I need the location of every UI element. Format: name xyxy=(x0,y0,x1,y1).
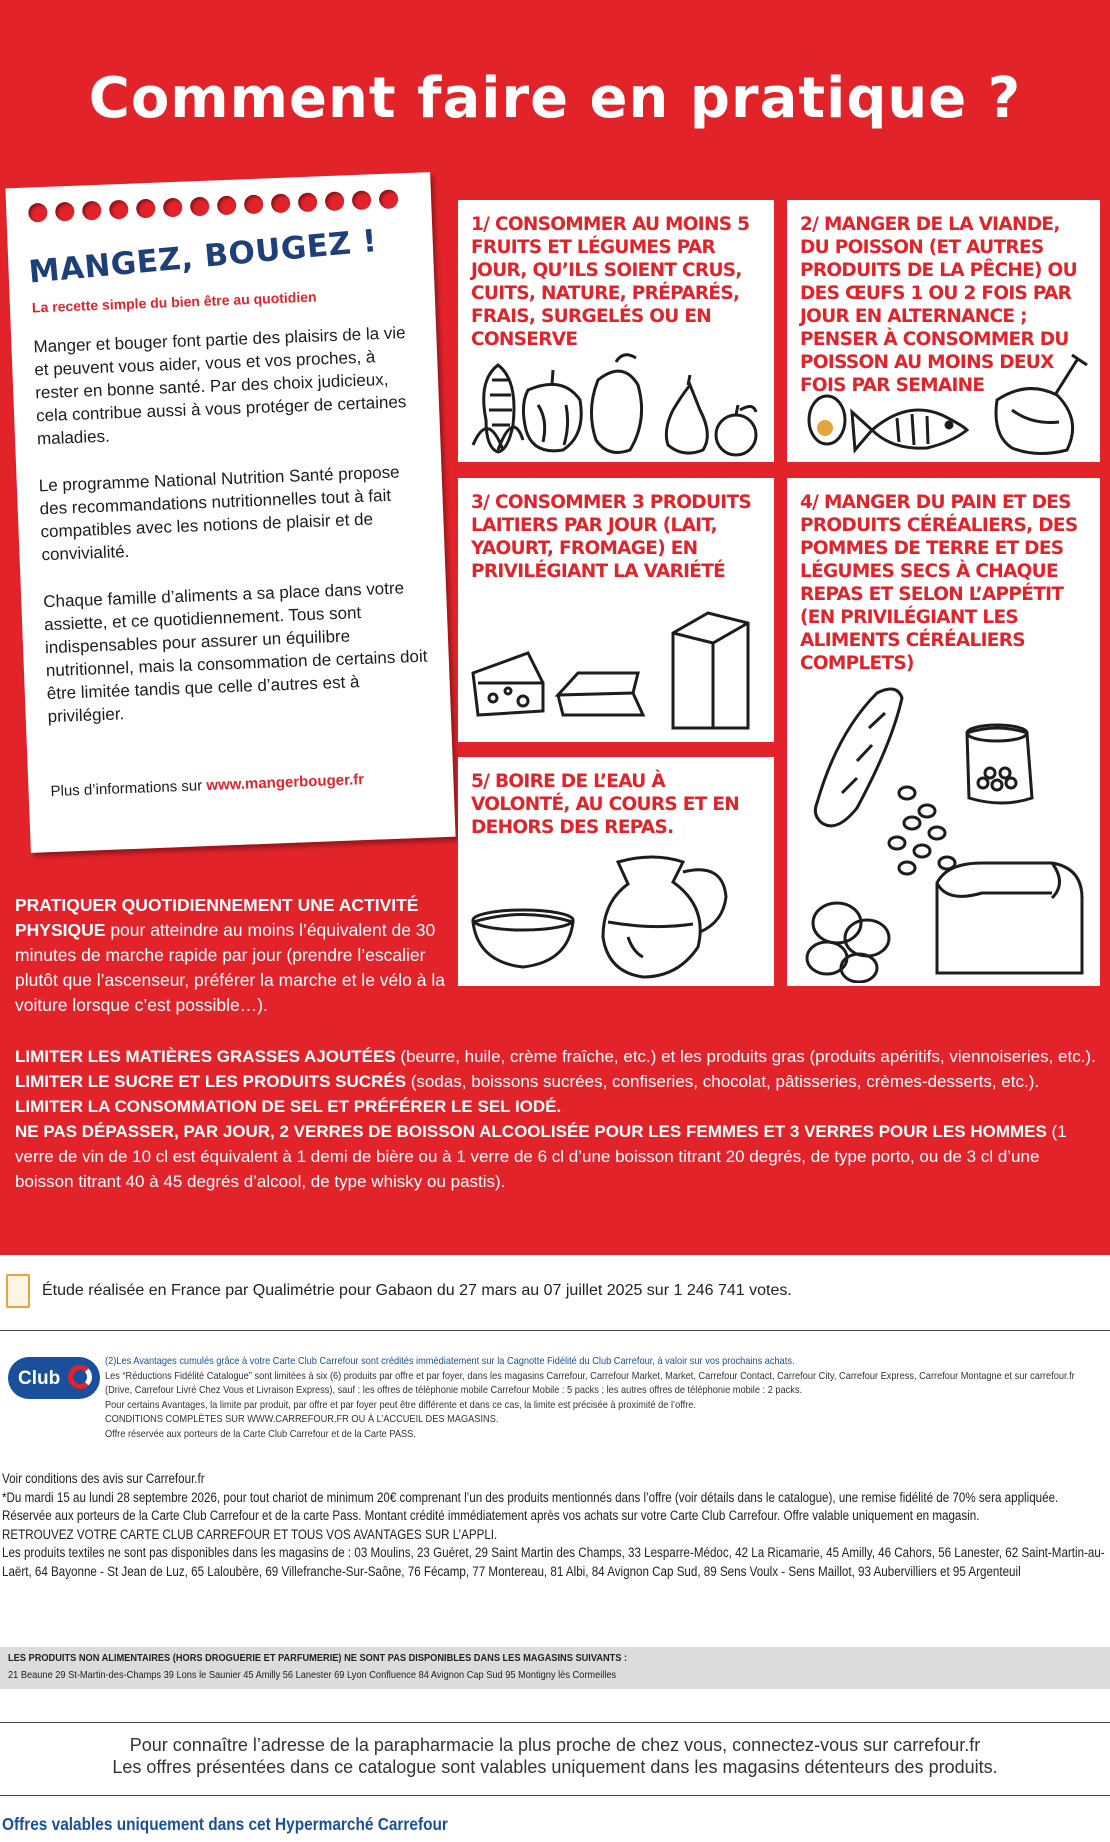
para-line-2: Les offres présentées dans ce catalogue sont valables uniquement dans les magasins détenteurs des produits. xyxy=(112,1757,998,1777)
bread-cereals-potatoes-icon xyxy=(797,683,1092,983)
legal-line-3: RETROUVEZ VOTRE CARTE CLUB CARREFOUR ET TOUS VOS AVANTAGES SUR L’APPLI. xyxy=(2,1526,498,1542)
limit-salt xyxy=(15,1094,1100,1119)
mangerbouger-link[interactable]: www.mangerbouger.fr xyxy=(206,771,365,795)
tip-4-text: 4/ MANGER DU PAIN ET DES PRODUITS CÉRÉALIERS, DES POMMES DE TERRE ET DES LÉGUMES SECS À CHAQUE REPAS ET SELON L’APPÉTIT (EN PRIVILÉGIANT LES ALIMENTS CÉRÉALIERS COMPLETS) xyxy=(800,492,1078,674)
note-more-info xyxy=(50,765,436,803)
clipboard-icon xyxy=(6,1274,30,1308)
para-line-1: Pour connaître l’adresse de la parapharmacie la plus proche de chez vous, connectez-vous sur carrefour.fr xyxy=(129,1735,981,1755)
limit-alcohol-bold: NE PAS DÉPASSER, PAR JOUR, 2 VERRES DE BOISSON ALCOOLISÉE POUR LES FEMMES ET 3 VERRES POUR LES HOMMES xyxy=(15,1122,1047,1141)
divider xyxy=(0,1795,1110,1796)
survey-notice xyxy=(0,1272,1110,1316)
note-paragraph-2: Le programme National Nutrition Santé propose des recommandations nutritionnelles tout à fait compatibles avec les notions de plaisir et de convivialité. xyxy=(38,462,400,565)
note-paragraph-1: Manger et bouger font partie des plaisirs de la vie et peuvent vous aider, vous et vos proches, à rester en bonne santé. Par des choix judicieux, cela contribue aussi à vous protéger de certaines maladies. xyxy=(33,323,407,449)
club-logo-text: Club xyxy=(18,1368,61,1389)
advice-text: pour atteindre au moins l’équivalent de 30 minutes de marche rapide par jour (prendre l’escalier plutôt que l’ascenseur, préférer la marche et le vélo à la voiture lorsque c’est possible…). xyxy=(15,920,445,1015)
advice-bold: PRATIQUER QUOTIDIENNEMENT UNE ACTIVITÉ PHYSIQUE xyxy=(15,895,419,940)
legal-line-1: Voir conditions des avis sur Carrefour.fr xyxy=(2,1471,205,1486)
notepad-card xyxy=(5,172,455,853)
note-title: MANGEZ, BOUGEZ ! xyxy=(27,223,379,291)
note-subtitle: La recette simple du bien être au quotidien xyxy=(31,288,317,316)
club-line-1: (2)Les Avantages cumulés grâce à votre Carte Club Carrefour sont crédités immédiatement sur la Cagnotte Fidélité du Club Carrefour, à valoir sur vos prochains achats. xyxy=(105,1355,795,1367)
tip-box-dairy xyxy=(458,478,774,742)
spiral-holes xyxy=(28,189,409,226)
physical-activity-advice xyxy=(15,893,455,1018)
tip-box-water xyxy=(458,757,774,986)
tip-3-text: 3/ CONSOMMER 3 PRODUITS LAITIERS PAR JOUR (LAIT, YAOURT, FROMAGE) EN PRIVILÉGIANT LA VARIÉTÉ xyxy=(471,492,751,582)
limit-salt-bold: LIMITER LA CONSOMMATION DE SEL ET PRÉFÉRER LE SEL IODÉ. xyxy=(15,1097,562,1116)
tip-box-meat-fish-eggs xyxy=(787,200,1100,462)
non-food-title: LES PRODUITS NON ALIMENTAIRES (HORS DROGUERIE ET PARFUMERIE) NE SONT PAS DISPONIBLES DANS LES MAGASINS SUIVANTS : xyxy=(8,1652,628,1664)
tip-2-text: 2/ MANGER DE LA VIANDE, DU POISSON (ET AUTRES PRODUITS DE LA PÊCHE) OU DES ŒUFS 1 OU 2 FOIS PAR JOUR EN ALTERNANCE ; PENSER À CONSOMMER DU POISSON AU MOINS DEUX FOIS PAR SEMAINE xyxy=(800,214,1077,396)
limit-sugar-bold: LIMITER LE SUCRE ET LES PRODUITS SUCRÉS xyxy=(15,1072,407,1091)
club-conditions xyxy=(105,1354,1104,1442)
club-line-2: Les “Réductions Fidélité Catalogue” sont limitées à six (6) produits par offre et par foyer, dans les magasins Carrefour, Carrefour Market, Market, Carrefour Contact, Carrefour City, Carrefour Express, Carrefour Montagne et sur carrefour.fr (Drive, Carrefour Livré Chez Vous et Livraison Express), sauf : les offres de téléphonie mobile Carrefour Mobile : 5 packs ; les autres offres de téléphonie mobile : 2 packs. xyxy=(105,1369,1075,1397)
limit-fat-bold: LIMITER LES MATIÈRES GRASSES AJOUTÉES xyxy=(15,1047,396,1066)
tip-1-text: 1/ CONSOMMER AU MOINS 5 FRUITS ET LÉGUMES PAR JOUR, QU’ILS SOIENT CRUS, CUITS, NATURE, PRÉPARÉS, FRAIS, SURGELÉS OU EN CONSERVE xyxy=(471,214,750,350)
legal-notes xyxy=(2,1470,1108,1581)
water-jug-bowl-icon xyxy=(468,852,768,982)
page-title: Comment faire en pratique ? xyxy=(88,66,1022,131)
non-food-stores: 21 Beaune 29 St-Martin-des-Champs 39 Lons le Saunier 45 Amilly 56 Lanester 69 Lyon Confluence 84 Avignon Cap Sud 95 Montigny lès Cormeilles xyxy=(8,1669,617,1681)
more-info-prefix: Plus d’informations sur xyxy=(50,777,207,801)
limit-fat-text: (beurre, huile, crème fraîche, etc.) et les produits gras (produits apéritifs, viennoiseries, etc.). xyxy=(395,1047,1096,1066)
carrefour-logo-icon xyxy=(68,1365,92,1389)
note-paragraph-3: Chaque famille d’aliments a sa place dans votre assiette, et ce quotidiennement. Tous sont indispensables pour assurer un équilibre nutritionnel, mais la consommation de certains doit être limitée tandis que celle d’autres est à privilégier. xyxy=(42,578,428,727)
survey-text: Étude réalisée en France par Qualimétrie pour Gabaon du 27 mars au 07 juillet 2025 sur 1 246 741 votes. xyxy=(42,1282,792,1299)
divider xyxy=(0,1330,1110,1331)
limit-alcohol-text: (1 verre de vin de 10 cl est équivalent à 1 demi de bière ou à 1 verre de 6 cl d’une boisson titrant 20 degrés, de type porto, ou de 3 cl d’une boisson titrant 40 à 45 degrés d’alcool, de type whisky ou pastis). xyxy=(15,1122,1067,1191)
club-carrefour-logo xyxy=(8,1357,100,1399)
limits-list xyxy=(15,1044,1100,1194)
legal-line-4: Les produits textiles ne sont pas disponibles dans les magasins de : 03 Moulins, 23 Guéret, 29 Saint Martin des Champs, 33 Lesparre-Médoc, 42 La Ricamarie, 45 Amilly, 46 Cahors, 56 Lanester, 62 Saint-Martin-au-Laërt, 64 Bayonne - St Jean de Luz, 65 Laloubère, 69 Villefranche-Sur-Saône, 76 Fécamp, 77 Montereau, 81 Albi, 84 Avignon Cap Sud, 89 Sens Voulx - Sens Maillot, 93 Aubervilliers et 95 Argenteuil xyxy=(2,1545,1105,1579)
tip-box-bread-cereals xyxy=(787,478,1100,986)
tip-box-fruits-vegetables xyxy=(458,200,774,462)
legal-line-2: *Du mardi 15 au lundi 28 septembre 2026, pour tout chariot de minimum 20€ comprenant l’un des produits mentionnés dans l’offre (voir détails dans le catalogue), une remise fidélité de 70% sera appliquée. Réservée aux porteurs de la Carte Club Carrefour et de la carte Pass. Montant crédité immédiatement après vos achats sur votre Carte Club Carrefour. Offre valable uniquement en magasin. xyxy=(2,1489,1059,1523)
club-line-3: Pour certains Avantages, la limite par produit, par offre et par foyer peut être différente et dans ce cas, la limite est précisée à proximité de l’offre. xyxy=(105,1398,697,1411)
club-line-5: Offre réservée aux porteurs de la Carte Club Carrefour et de la Carte PASS. xyxy=(105,1427,416,1440)
parapharmacy-notice xyxy=(0,1734,1110,1778)
tip-5-text: 5/ BOIRE DE L’EAU À VOLONTÉ, AU COURS ET EN DEHORS DES REPAS. xyxy=(471,771,740,838)
footer-offer-notice: Offres valables uniquement dans cet Hypermarché Carrefour xyxy=(2,1814,448,1834)
meat-fish-eggs-icon xyxy=(797,350,1092,460)
non-food-notice xyxy=(0,1647,1110,1689)
limit-sugar-text: (sodas, boissons sucrées, confiseries, chocolat, pâtisseries, crèmes-desserts, etc.). xyxy=(406,1072,1040,1091)
limit-alcohol xyxy=(15,1119,1100,1194)
limit-fat xyxy=(15,1044,1100,1069)
limit-sugar xyxy=(15,1069,1100,1094)
club-line-4: CONDITIONS COMPLÈTES SUR WWW.CARREFOUR.FR OU À L’ACCUEIL DES MAGASINS. xyxy=(105,1413,499,1426)
divider xyxy=(0,1722,1110,1723)
fruits-vegetables-icon xyxy=(468,350,768,460)
dairy-products-icon xyxy=(468,603,768,738)
